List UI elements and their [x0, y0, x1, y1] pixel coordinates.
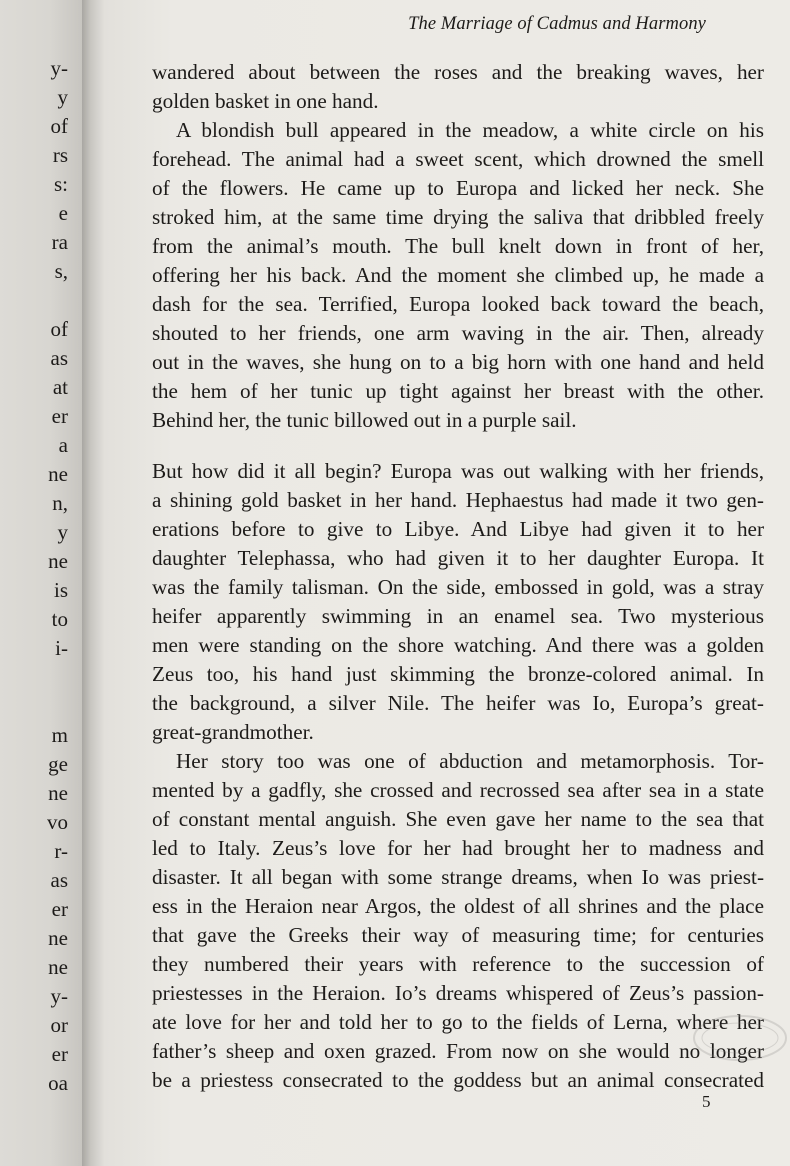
- paragraph: [152, 116, 764, 435]
- text-line: shouted to her friends, one arm waving in the air. Then, already: [152, 321, 764, 345]
- facing-page-line-fragment: is: [53, 578, 68, 602]
- facing-page-line-fragment: y: [57, 520, 68, 544]
- facing-page-line-fragment: m: [51, 723, 68, 747]
- text-line: great-grandmother.: [152, 720, 314, 744]
- facing-page-line-fragment: of: [50, 114, 68, 138]
- text-line: priestesses in the Heraion. Io’s dreams whispered of Zeus’s passion-: [152, 981, 764, 1005]
- text-line: offering her his back. And the moment she climbed up, he made a: [152, 263, 764, 287]
- text-line: disaster. It all began with some strange dreams, when Io was priest-: [152, 865, 764, 889]
- text-line: of constant mental anguish. She even gave her name to the sea that: [152, 807, 764, 831]
- text-line: ate love for her and told her to go to the fields of Lerna, where her: [152, 1010, 764, 1034]
- paragraph: [152, 58, 764, 116]
- book-gutter: [82, 0, 104, 1166]
- facing-page-line-fragment: as: [50, 868, 68, 892]
- facing-page-line-fragment: as: [50, 346, 68, 370]
- text-line: the background, a silver Nile. The heifer was Io, Europa’s great-: [152, 691, 764, 715]
- text-line: daughter Telephassa, who had given it to her daughter Europa. It: [152, 546, 764, 570]
- facing-page-line-fragment: y-: [50, 56, 68, 80]
- text-line: out in the waves, she hung on to a big horn with one hand and held: [152, 350, 764, 374]
- facing-page-line-fragment: i-: [55, 636, 68, 660]
- body-text: [152, 58, 764, 1095]
- text-line: A blondish bull appeared in the meadow, a white circle on his: [176, 118, 764, 142]
- text-line: they numbered their years with reference to the succession of: [152, 952, 764, 976]
- text-line: was the family talisman. On the side, embossed in gold, was a stray: [152, 575, 764, 599]
- facing-page-line-fragment: ne: [48, 926, 68, 950]
- text-line: of the flowers. He came up to Europa and licked her neck. She: [152, 176, 764, 200]
- facing-page-line-fragment: ge: [48, 752, 68, 776]
- text-line: stroked him, at the same time drying the saliva that dribbled freely: [152, 205, 764, 229]
- section-break: [152, 435, 764, 457]
- facing-page-line-fragment: rs: [52, 143, 68, 167]
- text-line: heifer apparently swimming in an enamel sea. Two mysterious: [152, 604, 764, 628]
- facing-page-line-fragment: e: [58, 201, 68, 225]
- facing-page-line-fragment: er: [51, 404, 68, 428]
- facing-page-line-fragment: at: [52, 375, 68, 399]
- facing-page-line-fragment: ne: [48, 781, 68, 805]
- facing-page-line-fragment: ne: [48, 462, 68, 486]
- watermark-stamp-icon: [670, 1008, 790, 1068]
- text-line: Her story too was one of abduction and metamorphosis. Tor-: [176, 749, 764, 773]
- text-line: led to Italy. Zeus’s love for her had brought her to madness and: [152, 836, 764, 860]
- text-line: father’s sheep and oxen grazed. From now on she would no longer: [152, 1039, 764, 1063]
- text-line: ess in the Heraion near Argos, the oldest of all shrines and the place: [152, 894, 764, 918]
- text-line: men were standing on the shore watching. And there was a golden: [152, 633, 764, 657]
- text-line: Behind her, the tunic billowed out in a purple sail.: [152, 408, 577, 432]
- facing-page-left: [0, 0, 82, 1166]
- text-line: But how did it all begin? Europa was out walking with her friends,: [152, 459, 764, 483]
- facing-page-line-fragment: vo: [47, 810, 68, 834]
- page-number: 5: [702, 1092, 711, 1111]
- facing-page-line-fragment: y: [57, 85, 68, 109]
- facing-page-line-fragment: s,: [54, 259, 68, 283]
- text-line: forehead. The animal had a sweet scent, which drowned the smell: [152, 147, 764, 171]
- facing-page-line-fragment: er: [51, 897, 68, 921]
- text-line: a shining gold basket in her hand. Hephaestus had made it two gen-: [152, 488, 764, 512]
- facing-page-line-fragment: oa: [48, 1071, 68, 1095]
- text-line: dash for the sea. Terrified, Europa looked back toward the beach,: [152, 292, 764, 316]
- text-line: that gave the Greeks their way of measuring time; for centuries: [152, 923, 764, 947]
- facing-page-line-fragment: ra: [51, 230, 68, 254]
- running-head: The Marriage of Cadmus and Harmony: [408, 14, 706, 34]
- text-line: golden basket in one hand.: [152, 89, 379, 113]
- facing-page-line-fragment: of: [50, 317, 68, 341]
- paragraph: [152, 457, 764, 747]
- facing-page-line-fragment: to: [51, 607, 68, 631]
- text-line: be a priestess consecrated to the goddess but an animal consecrated: [152, 1068, 764, 1092]
- facing-page-line-fragment: or: [50, 1013, 68, 1037]
- facing-page-line-fragment: n,: [52, 491, 68, 515]
- facing-page-line-fragment: y-: [50, 984, 68, 1008]
- text-line: mented by a gadfly, she crossed and recrossed sea after sea in a state: [152, 778, 764, 802]
- facing-page-line-fragment: er: [51, 1042, 68, 1066]
- facing-page-line-fragment: ne: [48, 549, 68, 573]
- facing-page-line-fragment: ne: [48, 955, 68, 979]
- text-line: wandered about between the roses and the breaking waves, her: [152, 60, 764, 84]
- facing-page-line-fragment: s:: [53, 172, 68, 196]
- text-line: from the animal’s mouth. The bull knelt down in front of her,: [152, 234, 764, 258]
- facing-page-line-fragment: r-: [54, 839, 68, 863]
- text-line: Zeus too, his hand just skimming the bronze-colored animal. In: [152, 662, 764, 686]
- facing-page-line-fragment: a: [58, 433, 68, 457]
- text-line: the hem of her tunic up tight against her breast with the other.: [152, 379, 764, 403]
- text-line: erations before to give to Libye. And Libye had given it to her: [152, 517, 764, 541]
- book-page-right: [104, 0, 790, 1166]
